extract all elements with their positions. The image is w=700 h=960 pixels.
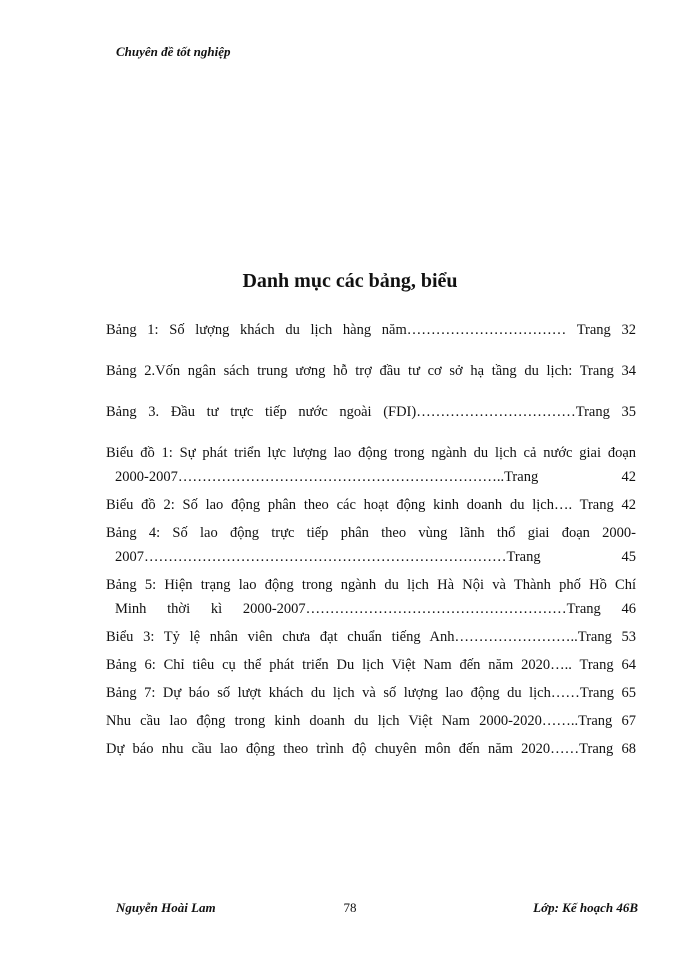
toc-entry <box>106 709 636 733</box>
toc-entry-line: Biểu đồ 2: Số lao động phân theo các hoạt động kinh doanh du lịch…. Trang 42 <box>106 497 636 513</box>
toc-entry-line: Bảng 1: Số lượng khách du lịch hàng năm…………………………… Trang 32 <box>106 322 636 338</box>
toc-entry <box>106 737 636 761</box>
toc-entry <box>106 681 636 705</box>
footer-author: Nguyễn Hoài Lam <box>116 900 216 915</box>
toc-entry-line: 2007…………………………………………………………………Trang 45 <box>115 549 636 565</box>
toc-entry-line: Bảng 4: Số lao động trực tiếp phân theo vùng lãnh thổ giai đoạn 2000- <box>106 525 636 541</box>
toc-entry <box>106 625 636 649</box>
footer-class: Lớp: Kế hoạch 46B <box>533 900 638 915</box>
page-number: 78 <box>343 900 357 915</box>
table-of-figures <box>106 318 636 761</box>
toc-entry <box>106 318 636 342</box>
page-title: Danh mục các bảng, biểu <box>242 270 458 292</box>
toc-entry-line: Dự báo nhu cầu lao động theo trình độ chuyên môn đến năm 2020……Trang 68 <box>106 741 636 757</box>
toc-entry <box>106 400 636 424</box>
toc-entry <box>106 653 636 677</box>
toc-entry-line: Nhu cầu lao động trong kinh doanh du lịch Việt Nam 2000-2020……..Trang 67 <box>106 713 636 729</box>
toc-entry <box>106 573 636 621</box>
toc-entry <box>106 521 636 569</box>
toc-entry-line: Bảng 7: Dự báo số lượt khách du lịch và số lượng lao động du lịch……Trang 65 <box>106 685 636 701</box>
toc-entry-line: Minh thời kì 2000-2007………………………………………………Trang 46 <box>115 601 636 617</box>
toc-entry-line: 2000-2007…………………………………………………………..Trang 42 <box>115 469 636 485</box>
toc-entry <box>106 441 636 489</box>
toc-entry-line: Bảng 2.Vốn ngân sách trung ương hỗ trợ đầu tư cơ sở hạ tầng du lịch: Trang 34 <box>106 363 636 379</box>
running-header: Chuyên đề tốt nghiệp <box>116 44 231 59</box>
toc-entry-line: Biểu 3: Tỷ lệ nhân viên chưa đạt chuẩn tiếng Anh……………………..Trang 53 <box>106 629 636 645</box>
toc-entry <box>106 359 636 383</box>
toc-entry-line: Biểu đồ 1: Sự phát triển lực lượng lao động trong ngành du lịch cả nước giai đoạn <box>106 445 636 461</box>
toc-entry-line: Bảng 5: Hiện trạng lao động trong ngành du lịch Hà Nội và Thành phố Hồ Chí <box>106 577 636 593</box>
toc-entry-line: Bảng 6: Chỉ tiêu cụ thể phát triển Du lịch Việt Nam đến năm 2020….. Trang 64 <box>106 657 636 673</box>
toc-entry <box>106 493 636 517</box>
toc-entry-line: Bảng 3. Đầu tư trực tiếp nước ngoài (FDI)……………………………Trang 35 <box>106 404 636 420</box>
